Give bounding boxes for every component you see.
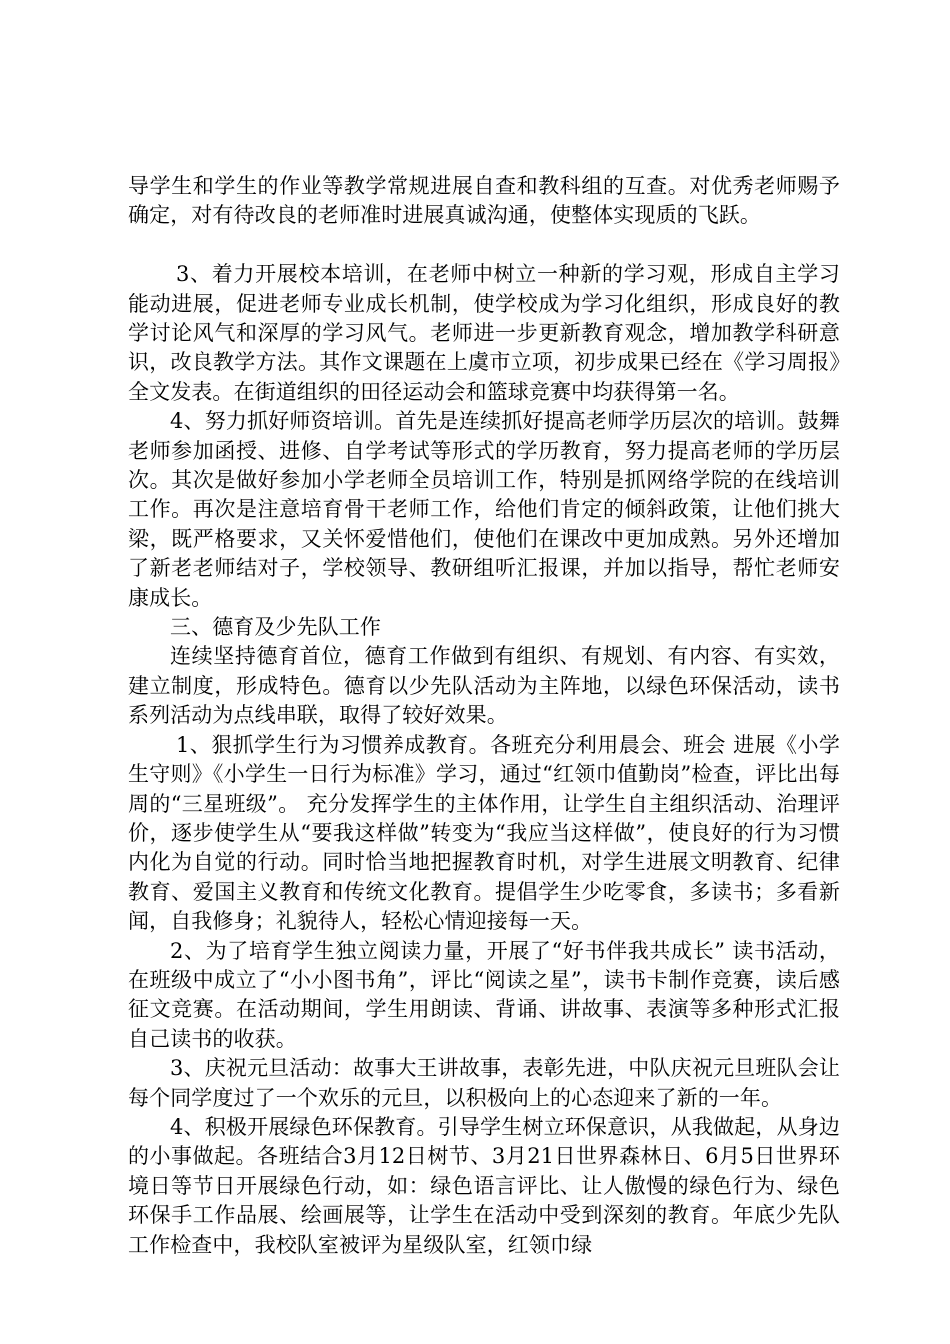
paragraph-behavior-habits: 1、狠抓学生行为习惯养成教育。各班充分利用晨会、班会 进展《小学生守则》《小学生一日行为标准》学习，通过“红领巾值勤岗”检查，评比出每周的“三星班级”。 充分发挥学生的主体作用，让学生自主组织活动、治理评价，逐步使学生从“要我这样做”转变为“我应当这样做”，使良好的行为习惯内化为自觉的行动。同时恰当地把握教育时机，对学生进展文明教育、纪律教育、爱国主义教育和传统文化教育。提倡学生少吃零食，多读书；多看新闻，自我修身；礼貌待人，轻松心情迎接每一天。: [128, 732, 840, 934]
document-page: [128, 172, 840, 1260]
paragraph-teacher-training: 3、着力开展校本培训，在老师中树立一种新的学习观，形成自主学习能动进展，促进老师专业成长机制，使学校成为学习化组织，形成良好的教学讨论风气和深厚的学习风气。老师进一步更新教育观念，增加教学科研意识，改良教学方法。其作文课题在上虞市立项，初步成果已经在《学习周报》全文发表。在街道组织的田径运动会和篮球竞赛中均获得第一名。: [128, 262, 840, 404]
paragraph-continuation: 导学生和学生的作业等教学常规进展自查和教科组的互查。对优秀老师赐予确定，对有待改良的老师准时进展真诚沟通，使整体实现质的飞跃。: [128, 174, 840, 228]
paragraph-staff-training: 4、努力抓好师资培训。首先是连续抓好提高老师学历层次的培训。鼓舞老师参加函授、进修、自学考试等形式的学历教育，努力提高老师的学历层次。其次是做好参加小学老师全员培训工作，特别是抓网络学院的在线培训工作。再次是注意培育骨干老师工作，给他们肯定的倾斜政策，让他们挑大梁，既严格要求，又关怀爱惜他们，使他们在课改中更加成熟。另外还增加了新老老师结对子，学校领导、教研组听汇报课，并加以指导，帮忙老师安康成长。: [128, 409, 840, 610]
paragraph-new-year-activity: 3、庆祝元旦活动：故事大王讲故事，表彰先进，中队庆祝元旦班队会让每个同学度过了一个欢乐的元旦，以积极向上的心态迎来了新的一年。: [128, 1056, 840, 1110]
section-heading-moral-education: 三、德育及少先队工作: [170, 615, 381, 640]
paragraph-moral-education-intro: 连续坚持德育首位，德育工作做到有组织、有规划、有内容、有实效，建立制度，形成特色。德育以少先队活动为主阵地，以绿色环保活动，读书系列活动为点线串联，取得了较好效果。: [128, 644, 840, 728]
paragraph-reading-activity: 2、为了培育学生独立阅读力量，开展了“好书伴我共成长” 读书活动，在班级中成立了“小小图书角”，评比“阅读之星”，读书卡制作竞赛，读后感征文竞赛。在活动期间，学生用朗读、背诵、讲故事、表演等多种形式汇报自己读书的收获。: [128, 938, 840, 1051]
paragraph-green-education: 4、积极开展绿色环保教育。引导学生树立环保意识，从我做起，从身边的小事做起。各班结合3月12日树节、3月21日世界森林日、6月5日世界环境日等节日开展绿色行动，如：绿色语言评比、让人傲慢的绿色行为、绿色环保手工作品展、绘画展等，让学生在活动中受到深刻的教育。年底少先队工作检查中，我校队室被评为星级队室，红领巾绿: [128, 1114, 840, 1257]
paragraph-spacer: [128, 231, 840, 260]
